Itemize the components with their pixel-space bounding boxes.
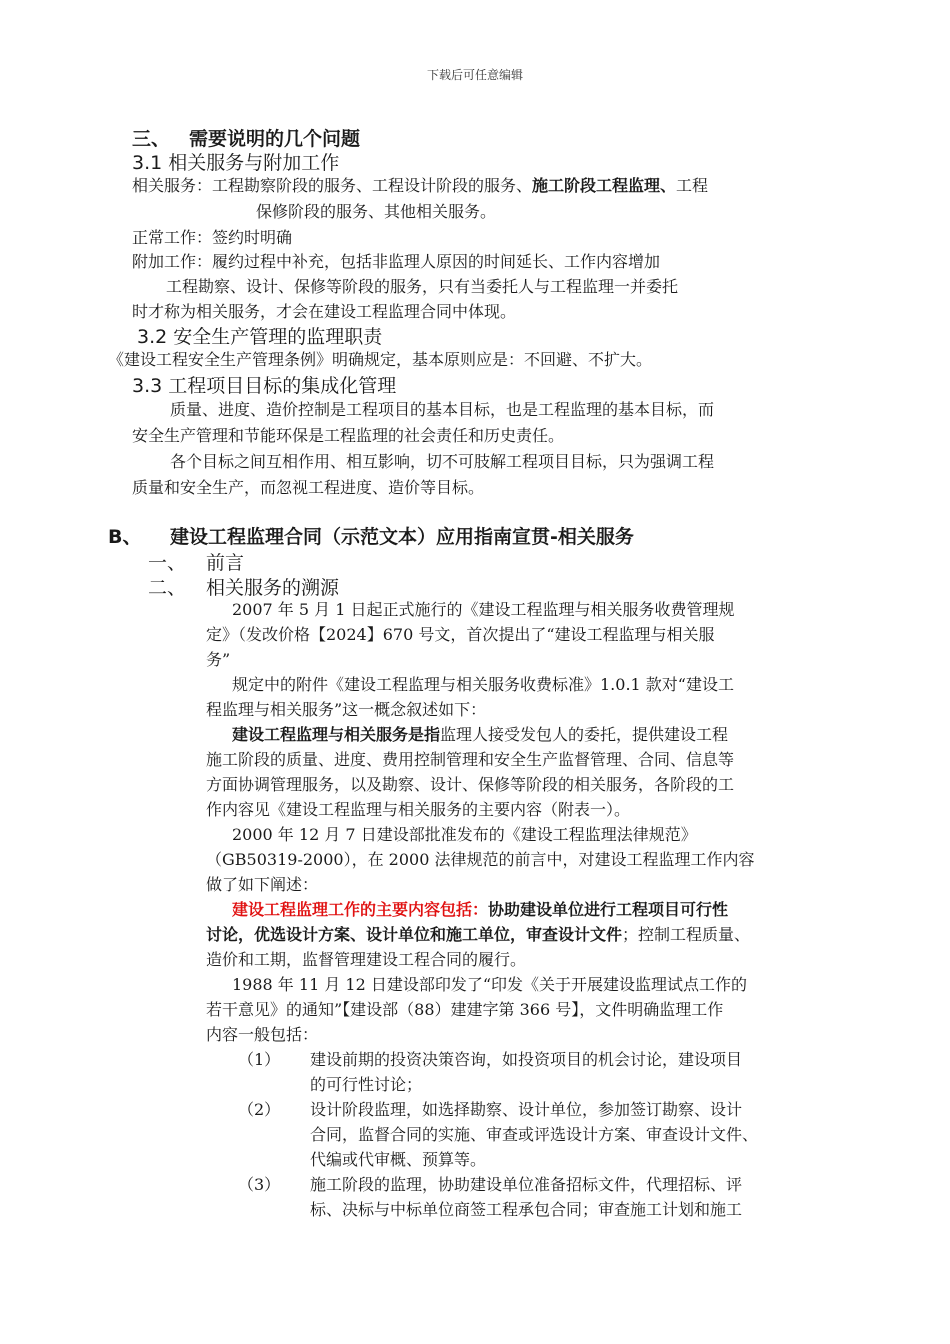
item-line: 施工阶段的监理，协助建设单位准备招标文件，代理招标、评 (310, 1175, 743, 1194)
definition-text: 监理人接受发包人的委托，提供建设工程 (440, 725, 729, 744)
paragraph-line: 工程勘察、设计、保修等阶段的服务，只有当委托人与工程监理一并委托 (166, 277, 679, 296)
paragraph-line (232, 897, 728, 923)
related-services-continuation: 保修阶段的服务、其他相关服务。 (256, 202, 497, 221)
list-title: 相关服务的溯源 (206, 577, 340, 599)
paragraph-line: 各个目标之间互相作用、相互影响，切不可肢解工程项目目标，只为强调工程 (170, 452, 715, 471)
subsection-title-3-2: 3.2 安全生产管理的监理职责 (137, 326, 383, 348)
definition-bold: 建设工程监理与相关服务是指 (232, 725, 441, 744)
paragraph-line: 质量和安全生产，而忽视工程进度、造价等目标。 (132, 478, 485, 497)
paragraph-line: 1988 年 11 月 12 日建设部印发了“印发《关于开展建设监理试点工作的 (232, 975, 748, 994)
paragraph-line: 定》（发改价格【2024】670 号文，首次提出了“建设工程监理与相关服 (206, 625, 715, 644)
paragraph-line: 施工阶段的质量、进度、费用控制管理和安全生产监督管理、合同、信息等 (206, 750, 735, 769)
item-line: 合同，监督合同的实施、审查或评选设计方案、审查设计文件、 (310, 1125, 759, 1144)
paragraph-line: 务” (206, 650, 231, 669)
paragraph-line: 做了如下阐述： (206, 875, 319, 894)
subsection-title-3-3: 3.3 工程项目目标的集成化管理 (132, 375, 397, 397)
paragraph-line: 作内容见《建设工程监理与相关服务的主要内容（附表一）。 (206, 800, 631, 819)
paragraph-line: 2000 年 12 月 7 日建设部批准发布的《建设工程监理法律规范》 (232, 825, 697, 844)
item-number: （2） (238, 1100, 281, 1119)
additional-work-line: 附加工作：履约过程中补充，包括非监理人原因的时间延长、工作内容增加 (132, 252, 661, 271)
section-number: 三、 (132, 128, 171, 150)
item-line: 设计阶段监理，如选择勘察、设计单位，参加签订勘察、设计 (310, 1100, 743, 1119)
paragraph-line (232, 722, 728, 748)
list-title: 前言 (206, 552, 245, 574)
bold-text: 协助建设单位进行工程项目可行性 (488, 900, 729, 919)
section-title: 需要说明的几个问题 (189, 128, 361, 150)
plain-text: ；控制工程质量、 (622, 925, 751, 944)
page-header: 下载后可任意编辑 (426, 68, 523, 82)
related-services-text: 相关服务：工程勘察阶段的服务、工程设计阶段的服务、 (132, 176, 533, 195)
item-line: 建设前期的投资决策咨询，如投资项目的机会讨论，建设项目 (310, 1050, 743, 1069)
item-number: （1） (238, 1050, 281, 1069)
paragraph-line (206, 922, 750, 948)
paragraph-line: 安全生产管理和节能环保是工程监理的社会责任和历史责任。 (132, 426, 565, 445)
section-letter: B、 (108, 526, 142, 548)
paragraph-line: 程监理与相关服务”这一概念叙述如下： (206, 700, 487, 719)
paragraph-line: 规定中的附件《建设工程监理与相关服务收费标准》1.0.1 款对“建设工 (232, 675, 734, 694)
highlight-red-text: 建设工程监理工作的主要内容包括： (232, 900, 489, 919)
related-services-tail: 工程 (676, 176, 709, 195)
related-services-line (132, 173, 708, 199)
item-number: （3） (238, 1175, 281, 1194)
paragraph-line: 时才称为相关服务，才会在建设工程监理合同中体现。 (132, 302, 517, 321)
paragraph-line: （GB50319-2000），在 2000 法律规范的前言中，对建设工程监理工作内容 (206, 850, 755, 869)
section-title: 建设工程监理合同（示范文本）应用指南宣贯-相关服务 (170, 526, 634, 548)
related-services-bold: 施工阶段工程监理、 (532, 176, 677, 195)
bold-text: 讨论，优选设计方案、设计单位和施工单位，审查设计文件 (206, 925, 623, 944)
item-line: 代编或代审概、预算等。 (310, 1150, 487, 1169)
paragraph-line: 方面协调管理服务，以及勘察、设计、保修等阶段的相关服务，各阶段的工 (206, 775, 735, 794)
list-number: 二、 (148, 577, 187, 599)
item-line: 的可行性讨论； (310, 1075, 423, 1094)
paragraph-line: 若干意见》的通知”【建设部（88）建建字第 366 号】，文件明确监理工作 (206, 1000, 724, 1019)
subsection-title-3-1: 3.1 相关服务与附加工作 (132, 152, 340, 174)
paragraph-line: 《建设工程安全生产管理条例》明确规定，基本原则应是：不回避、不扩大。 (108, 350, 653, 369)
list-number: 一、 (148, 552, 187, 574)
normal-work-line: 正常工作：签约时明确 (132, 228, 293, 247)
item-line: 标、决标与中标单位商签工程承包合同；审查施工计划和施工 (310, 1200, 743, 1219)
paragraph-line: 造价和工期，监督管理建设工程合同的履行。 (206, 950, 527, 969)
paragraph-line: 2007 年 5 月 1 日起正式施行的《建设工程监理与相关服务收费管理规 (232, 600, 735, 619)
paragraph-line: 内容一般包括： (206, 1025, 319, 1044)
paragraph-line: 质量、进度、造价控制是工程项目的基本目标，也是工程监理的基本目标，而 (170, 400, 715, 419)
